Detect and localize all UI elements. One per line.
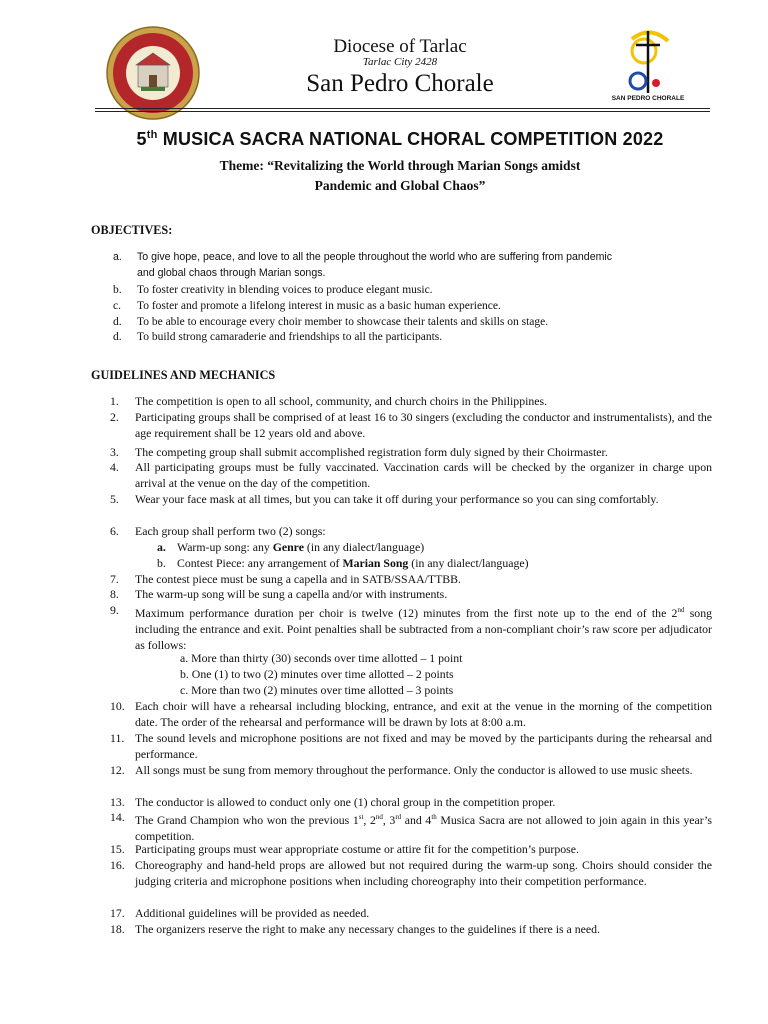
- guideline-item: 13. The conductor is allowed to conduct only one (1) choral group in the competition proper.: [110, 795, 556, 809]
- guideline-item: 7. The contest piece must be sung a capella and in SATB/SSAA/TTBB.: [110, 572, 461, 586]
- guideline-subitem: b. Contest Piece: any arrangement of Marian Song (in any dialect/language): [157, 556, 529, 570]
- guideline-item: 14. The Grand Champion who won the previous 1st, 2nd, 3rd and 4th Musica Sacra are not allowed to join again in this year’s competition.: [110, 810, 713, 843]
- header-rule-bottom: [95, 111, 710, 112]
- guideline-item: 17. Additional guidelines will be provided as needed.: [110, 906, 370, 920]
- chorale-name: San Pedro Chorale: [306, 70, 494, 97]
- theme-line-1: Theme: “Revitalizing the World through Marian Songs amidst: [219, 158, 581, 173]
- objective-item: b. To foster creativity in blending voices to produce elegant music.: [113, 284, 433, 296]
- theme: [0, 156, 768, 196]
- diocese-name: Diocese of Tarlac: [333, 36, 467, 57]
- guideline-item: 4. All participating groups must be fully vaccinated. Vaccination cards will be checked by the organizer in charge upon arrival at the venue on the day of the competition.: [110, 460, 712, 490]
- header-rule-top: [95, 108, 710, 109]
- guideline-item: 2. Participating groups shall be comprised of at least 16 to 30 singers (excluding the conductor and instrumentalists), and the age requirement shall be 12 years old and above.: [110, 410, 712, 440]
- san-pedro-chorale-logo-icon: [610, 25, 688, 105]
- objective-item: d. To build strong camaraderie and friendships to all the participants.: [113, 331, 443, 343]
- guideline-item: 6. Each group shall perform two (2) songs:: [110, 524, 326, 538]
- penalty-item: a. More than thirty (30) seconds over time allotted – 1 point: [180, 651, 463, 665]
- guideline-item: 1. The competition is open to all school, community, and church choirs in the Philippines.: [110, 394, 548, 408]
- guideline-item: 10. Each choir will have a rehearsal including blocking, entrance, and exit at the venue in the morning of the competition date. The order of the rehearsal and performance will be drawn by lots at 8:00 a.m.: [110, 699, 712, 729]
- guideline-item: 9. Maximum performance duration per choir is twelve (12) minutes from the first note up to the end of the 2nd song including the entrance and exit. Point penalties shall be subtracted from a non-compliant choir’s raw score per adjudicator as follows:: [110, 603, 712, 652]
- guideline-item: 16. Choreography and hand-held props are allowed but not required during the warm-up song. Choirs should consider the judging criteria and microphone positions when including choreography into their competition performance.: [110, 858, 712, 888]
- penalty-item: c. More than two (2) minutes over time allotted – 3 points: [180, 683, 454, 697]
- logo-caption: SAN PEDRO CHORALE: [611, 95, 685, 102]
- guideline-item: 15. Participating groups must wear appropriate costume or attire fit for the competition’s purpose.: [110, 842, 579, 856]
- guidelines-heading: GUIDELINES AND MECHANICS: [91, 368, 276, 382]
- page-title: 5th MUSICA SACRA NATIONAL CHORAL COMPETITION 2022: [136, 129, 664, 149]
- guideline-subitem: a. Warm-up song: any Genre (in any dialect/language): [157, 540, 425, 554]
- objectives-heading: OBJECTIVES:: [91, 223, 173, 237]
- city-address: Tarlac City 2428: [362, 56, 438, 68]
- guideline-item: 3. The competing group shall submit accomplished registration form duly signed by their Choirmaster.: [110, 445, 608, 459]
- penalty-item: b. One (1) to two (2) minutes over time allotted – 2 points: [180, 667, 454, 681]
- objective-item: c. To foster and promote a lifelong interest in music as a basic human experience.: [113, 300, 501, 312]
- theme-line-2: Pandemic and Global Chaos”: [314, 178, 486, 193]
- guideline-item: 12. All songs must be sung from memory throughout the performance. Only the conductor is allowed to use music sheets.: [110, 763, 693, 777]
- guideline-item: 11. The sound levels and microphone positions are not fixed and may be moved by the participants during the rehearsal and performance.: [110, 731, 712, 761]
- guideline-item: 5. Wear your face mask at all times, but you can take it off during your performance so you can sing comfortably.: [110, 492, 659, 506]
- guideline-item: 18. The organizers reserve the right to make any necessary changes to the guidelines if there is a need.: [110, 922, 600, 936]
- objective-item: d. To be able to encourage every choir member to showcase their talents and skills on stage.: [113, 316, 549, 328]
- objective-item: a. To give hope, peace, and love to all the people throughout the world who are suffering from pandemic and global chaos through Marian songs.: [113, 251, 613, 279]
- guideline-item: 8. The warm-up song will be sung a capella and/or with instruments.: [110, 587, 448, 601]
